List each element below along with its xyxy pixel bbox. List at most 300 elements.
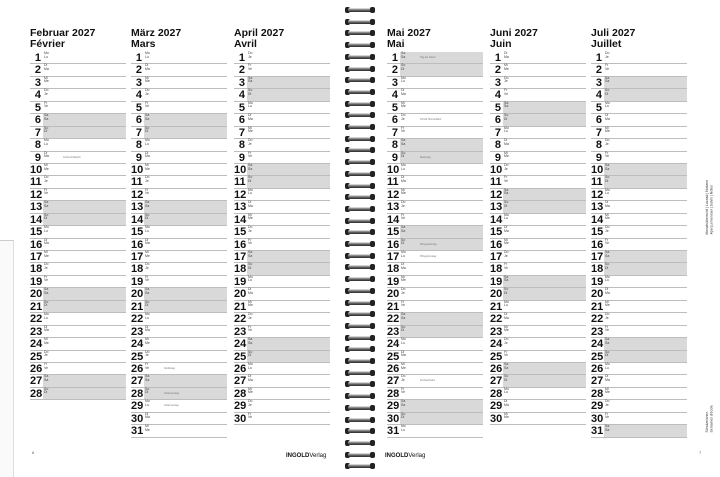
day-entry-area[interactable]: [503, 388, 586, 399]
day-row[interactable]: [387, 89, 483, 101]
day-row[interactable]: [131, 313, 227, 325]
day-row[interactable]: [131, 201, 227, 213]
day-entry-area[interactable]: [604, 201, 687, 212]
day-list: [387, 52, 483, 438]
day-entry-area[interactable]: [400, 301, 483, 312]
day-entry-area[interactable]: [144, 176, 227, 187]
day-entry-area[interactable]: [503, 164, 586, 175]
day-row[interactable]: [234, 201, 330, 213]
day-entry-area[interactable]: [503, 226, 586, 237]
day-entry-area[interactable]: [503, 363, 586, 374]
day-entry-area[interactable]: [43, 139, 126, 150]
day-row[interactable]: [490, 64, 586, 76]
day-row[interactable]: [131, 400, 227, 412]
day-number: 30: [234, 412, 247, 425]
day-row[interactable]: [490, 201, 586, 213]
day-entry-area[interactable]: [144, 400, 227, 411]
day-entry-area[interactable]: [604, 176, 687, 187]
day-row[interactable]: [131, 176, 227, 188]
day-entry-area[interactable]: [144, 413, 227, 424]
day-entry-area[interactable]: [247, 127, 330, 138]
day-entry-area[interactable]: [43, 288, 126, 299]
day-row[interactable]: [490, 338, 586, 350]
day-row[interactable]: [387, 64, 483, 76]
day-entry-area[interactable]: [503, 375, 586, 386]
day-entry-area[interactable]: [503, 276, 586, 287]
day-row[interactable]: [30, 139, 126, 151]
weekday-de: Mi: [605, 212, 609, 217]
weekday-abbr: [605, 201, 610, 208]
day-entry-area[interactable]: [604, 326, 687, 337]
day-entry-area[interactable]: [503, 102, 586, 113]
day-entry-area[interactable]: [400, 214, 483, 225]
day-entry-area[interactable]: [604, 139, 687, 150]
day-entry-area[interactable]: [43, 189, 126, 200]
day-row[interactable]: [490, 114, 586, 126]
day-entry-area[interactable]: [43, 388, 126, 399]
day-entry-area[interactable]: [144, 351, 227, 362]
day-entry-area[interactable]: [400, 176, 483, 187]
day-row[interactable]: [387, 114, 483, 126]
day-entry-area[interactable]: [503, 338, 586, 349]
day-entry-area[interactable]: [604, 388, 687, 399]
day-entry-area[interactable]: [604, 52, 687, 63]
day-entry-area[interactable]: [144, 288, 227, 299]
day-entry-area[interactable]: [400, 89, 483, 100]
day-row[interactable]: [234, 400, 330, 412]
day-entry-area[interactable]: [144, 89, 227, 100]
day-entry-area[interactable]: [604, 313, 687, 324]
day-entry-area[interactable]: [43, 301, 126, 312]
day-row[interactable]: [234, 338, 330, 350]
day-entry-area[interactable]: [604, 214, 687, 225]
weekday-fr: Ve: [401, 390, 406, 395]
day-entry-area[interactable]: [144, 114, 227, 125]
day-row[interactable]: [30, 338, 126, 350]
weekday-fr: Me: [605, 303, 610, 308]
day-row[interactable]: [591, 226, 687, 238]
day-entry-area[interactable]: [400, 276, 483, 287]
day-row[interactable]: [490, 400, 586, 412]
weekday-fr: Je: [605, 141, 609, 146]
day-row[interactable]: [591, 176, 687, 188]
day-entry-area[interactable]: [43, 351, 126, 362]
day-entry-area[interactable]: [400, 114, 483, 125]
day-entry-area[interactable]: [43, 152, 126, 163]
day-entry-area[interactable]: [247, 102, 330, 113]
day-entry-area[interactable]: [144, 226, 227, 237]
day-entry-area[interactable]: [604, 263, 687, 274]
day-entry-area[interactable]: [400, 425, 483, 436]
day-entry-area[interactable]: [247, 164, 330, 175]
day-entry-area[interactable]: [503, 152, 586, 163]
day-entry-area[interactable]: [247, 239, 330, 250]
day-entry-area[interactable]: [247, 64, 330, 75]
day-row[interactable]: [591, 313, 687, 325]
day-row[interactable]: [591, 338, 687, 350]
day-entry-area[interactable]: [503, 288, 586, 299]
day-row[interactable]: [490, 375, 586, 387]
day-entry-area[interactable]: [43, 251, 126, 262]
day-row[interactable]: [591, 114, 687, 126]
day-row[interactable]: [30, 375, 126, 387]
day-row[interactable]: [30, 288, 126, 300]
day-row[interactable]: [30, 263, 126, 275]
day-entry-area[interactable]: [400, 139, 483, 150]
day-entry-area[interactable]: [400, 127, 483, 138]
day-entry-area[interactable]: [400, 152, 483, 163]
day-entry-area[interactable]: [400, 201, 483, 212]
day-entry-area[interactable]: [43, 201, 126, 212]
day-entry-area[interactable]: [144, 313, 227, 324]
day-row[interactable]: [490, 413, 586, 425]
weekday-abbr: [145, 313, 150, 320]
day-entry-area[interactable]: [604, 400, 687, 411]
day-row[interactable]: [30, 114, 126, 126]
day-entry-area[interactable]: [503, 239, 586, 250]
day-entry-area[interactable]: [604, 77, 687, 88]
weekday-fr: Me: [44, 253, 49, 258]
day-entry-area[interactable]: [43, 127, 126, 138]
day-entry-area[interactable]: [400, 388, 483, 399]
day-row[interactable]: [387, 139, 483, 151]
day-row[interactable]: [490, 176, 586, 188]
day-entry-area[interactable]: [144, 251, 227, 262]
day-entry-area[interactable]: [503, 263, 586, 274]
day-entry-area[interactable]: [503, 127, 586, 138]
day-entry-area[interactable]: [604, 351, 687, 362]
day-row[interactable]: [234, 176, 330, 188]
day-entry-area[interactable]: [503, 251, 586, 262]
day-row[interactable]: [131, 114, 227, 126]
day-row[interactable]: [234, 139, 330, 151]
day-entry-area[interactable]: [503, 301, 586, 312]
day-entry-area[interactable]: [247, 338, 330, 349]
day-row[interactable]: [490, 288, 586, 300]
day-number: 8: [135, 139, 142, 152]
weekday-fr: Je: [504, 340, 508, 345]
day-entry-area[interactable]: [604, 152, 687, 163]
day-row[interactable]: [234, 413, 330, 425]
day-entry-area[interactable]: [503, 400, 586, 411]
day-row[interactable]: [490, 313, 586, 325]
day-entry-area[interactable]: [400, 239, 483, 250]
day-entry-area[interactable]: [604, 288, 687, 299]
day-entry-area[interactable]: [604, 89, 687, 100]
day-entry-area[interactable]: [247, 89, 330, 100]
day-entry-area[interactable]: [604, 276, 687, 287]
day-entry-area[interactable]: [43, 176, 126, 187]
day-row[interactable]: [387, 400, 483, 412]
day-row[interactable]: [234, 263, 330, 275]
day-entry-area[interactable]: [247, 114, 330, 125]
day-number: 22: [591, 313, 604, 326]
day-row[interactable]: [234, 226, 330, 238]
day-row[interactable]: [234, 375, 330, 387]
day-row[interactable]: [131, 288, 227, 300]
day-row[interactable]: [490, 226, 586, 238]
day-row[interactable]: [387, 201, 483, 213]
day-entry-area[interactable]: [144, 201, 227, 212]
day-row[interactable]: [387, 375, 483, 387]
day-row[interactable]: [30, 89, 126, 101]
day-row[interactable]: [591, 263, 687, 275]
day-entry-area[interactable]: [503, 176, 586, 187]
day-entry-area[interactable]: [604, 64, 687, 75]
day-entry-area[interactable]: [144, 77, 227, 88]
weekday-abbr: [145, 338, 150, 345]
day-row[interactable]: [490, 139, 586, 151]
day-row[interactable]: [30, 226, 126, 238]
day-entry-area[interactable]: [43, 363, 126, 374]
day-row[interactable]: [30, 313, 126, 325]
day-number: 23: [591, 325, 604, 338]
day-row[interactable]: [387, 425, 483, 437]
day-entry-area[interactable]: [247, 214, 330, 225]
day-row[interactable]: [490, 263, 586, 275]
day-entry-area[interactable]: [604, 338, 687, 349]
day-entry-area[interactable]: [144, 152, 227, 163]
day-entry-area[interactable]: [144, 301, 227, 312]
day-row[interactable]: [387, 313, 483, 325]
day-row[interactable]: [387, 263, 483, 275]
day-entry-area[interactable]: [144, 425, 227, 436]
day-row[interactable]: [490, 89, 586, 101]
day-entry-area[interactable]: [247, 413, 330, 424]
day-row[interactable]: [131, 263, 227, 275]
day-entry-area[interactable]: [247, 388, 330, 399]
day-entry-area[interactable]: [400, 326, 483, 337]
day-row[interactable]: [387, 288, 483, 300]
day-number: 2: [391, 64, 398, 77]
day-entry-area[interactable]: [400, 313, 483, 324]
day-row[interactable]: [131, 338, 227, 350]
day-entry-area[interactable]: [503, 114, 586, 125]
day-entry-area[interactable]: [43, 114, 126, 125]
day-entry-area[interactable]: [503, 313, 586, 324]
day-entry-area[interactable]: [43, 276, 126, 287]
day-entry-area[interactable]: [247, 189, 330, 200]
day-entry-area[interactable]: [503, 52, 586, 63]
day-entry-area[interactable]: [43, 375, 126, 386]
day-entry-area[interactable]: [247, 263, 330, 274]
day-entry-area[interactable]: [247, 251, 330, 262]
day-entry-area[interactable]: [400, 52, 483, 63]
day-entry-area[interactable]: [43, 52, 126, 63]
day-number: 5: [238, 101, 245, 114]
day-entry-area[interactable]: [604, 102, 687, 113]
day-entry-area[interactable]: [144, 338, 227, 349]
day-entry-area[interactable]: [43, 226, 126, 237]
day-entry-area[interactable]: [144, 239, 227, 250]
day-entry-area[interactable]: [604, 189, 687, 200]
day-number: 23: [30, 325, 43, 338]
day-entry-area[interactable]: [144, 375, 227, 386]
weekday-fr: Ve: [145, 104, 150, 109]
day-row[interactable]: [131, 425, 227, 437]
day-row[interactable]: [591, 139, 687, 151]
day-entry-area[interactable]: [43, 214, 126, 225]
day-entry-area[interactable]: [400, 164, 483, 175]
day-entry-area[interactable]: [400, 226, 483, 237]
day-entry-area[interactable]: [604, 127, 687, 138]
weekday-fr: Ve: [248, 415, 253, 420]
day-row[interactable]: [387, 176, 483, 188]
spiral-coil: [345, 263, 375, 271]
day-entry-area[interactable]: [503, 413, 586, 424]
day-row[interactable]: [591, 201, 687, 213]
day-entry-area[interactable]: [247, 176, 330, 187]
day-row[interactable]: [131, 64, 227, 76]
day-entry-area[interactable]: [400, 375, 483, 386]
day-entry-area[interactable]: [503, 77, 586, 88]
weekday-de: Fr: [504, 262, 508, 267]
day-row[interactable]: [131, 139, 227, 151]
day-entry-area[interactable]: [604, 413, 687, 424]
spiral-coil: [345, 205, 375, 213]
day-entry-area[interactable]: [400, 363, 483, 374]
day-entry-area[interactable]: [247, 152, 330, 163]
day-row[interactable]: [234, 313, 330, 325]
day-row[interactable]: [234, 64, 330, 76]
day-entry-area[interactable]: [144, 127, 227, 138]
day-entry-area[interactable]: [144, 326, 227, 337]
day-entry-area[interactable]: [503, 89, 586, 100]
day-entry-area[interactable]: [604, 164, 687, 175]
day-entry-area[interactable]: [247, 288, 330, 299]
weekday-de: So: [44, 386, 49, 391]
day-entry-area[interactable]: [144, 164, 227, 175]
day-row[interactable]: [234, 114, 330, 126]
day-entry-area[interactable]: [400, 251, 483, 262]
day-entry-area[interactable]: [247, 276, 330, 287]
day-row[interactable]: [131, 375, 227, 387]
day-entry-area[interactable]: [400, 64, 483, 75]
day-entry-area[interactable]: [43, 326, 126, 337]
day-entry-area[interactable]: [604, 226, 687, 237]
day-entry-area[interactable]: [604, 251, 687, 262]
day-row[interactable]: [234, 89, 330, 101]
day-entry-area[interactable]: [604, 114, 687, 125]
day-entry-area[interactable]: [247, 52, 330, 63]
day-entry-area[interactable]: [43, 263, 126, 274]
day-entry-area[interactable]: [503, 139, 586, 150]
day-entry-area[interactable]: [400, 338, 483, 349]
day-entry-area[interactable]: [247, 77, 330, 88]
day-number: 9: [494, 151, 501, 164]
day-row[interactable]: [234, 288, 330, 300]
day-entry-area[interactable]: [604, 239, 687, 250]
day-row[interactable]: [30, 176, 126, 188]
weekday-de: Do: [504, 337, 509, 342]
day-entry-area[interactable]: [144, 276, 227, 287]
day-entry-area[interactable]: [144, 363, 227, 374]
day-row[interactable]: [591, 425, 687, 437]
day-entry-area[interactable]: [144, 102, 227, 113]
day-row[interactable]: [591, 64, 687, 76]
month-column: [387, 27, 483, 438]
day-entry-area[interactable]: [400, 413, 483, 424]
day-entry-area[interactable]: [247, 326, 330, 337]
day-entry-area[interactable]: [503, 64, 586, 75]
day-entry-area[interactable]: [503, 351, 586, 362]
day-entry-area[interactable]: [43, 77, 126, 88]
day-entry-area[interactable]: [43, 89, 126, 100]
day-row[interactable]: [387, 338, 483, 350]
day-row[interactable]: [591, 400, 687, 412]
day-entry-area[interactable]: [144, 189, 227, 200]
day-entry-area[interactable]: [43, 64, 126, 75]
weekday-fr: Ma: [44, 67, 49, 72]
day-row[interactable]: [591, 89, 687, 101]
weekday-abbr: [145, 388, 149, 395]
day-entry-area[interactable]: [503, 214, 586, 225]
day-entry-area[interactable]: [503, 326, 586, 337]
day-entry-area[interactable]: [503, 189, 586, 200]
day-entry-area[interactable]: [247, 313, 330, 324]
day-entry-area[interactable]: [144, 64, 227, 75]
weekday-abbr: [605, 102, 610, 109]
day-entry-area[interactable]: [400, 263, 483, 274]
day-entry-area[interactable]: [400, 400, 483, 411]
day-entry-area[interactable]: [43, 102, 126, 113]
weekday-abbr: [248, 201, 253, 208]
weekday-fr: Lu: [605, 278, 609, 283]
day-entry-area[interactable]: [247, 226, 330, 237]
day-entry-area[interactable]: [400, 351, 483, 362]
day-entry-area[interactable]: [247, 400, 330, 411]
day-row[interactable]: [30, 388, 126, 400]
day-entry-area[interactable]: [43, 338, 126, 349]
day-row[interactable]: [30, 201, 126, 213]
day-entry-area[interactable]: [43, 164, 126, 175]
day-entry-area[interactable]: [247, 351, 330, 362]
weekday-fr: Me: [401, 104, 406, 109]
day-entry-area[interactable]: [43, 239, 126, 250]
day-entry-area[interactable]: [400, 102, 483, 113]
day-entry-area[interactable]: [400, 189, 483, 200]
day-entry-area[interactable]: [247, 139, 330, 150]
day-entry-area[interactable]: [43, 313, 126, 324]
day-entry-area[interactable]: [144, 214, 227, 225]
day-entry-area[interactable]: [144, 139, 227, 150]
day-row[interactable]: [591, 375, 687, 387]
day-row[interactable]: [131, 226, 227, 238]
day-entry-area[interactable]: [604, 301, 687, 312]
day-row[interactable]: [30, 64, 126, 76]
day-entry-area[interactable]: [604, 363, 687, 374]
day-entry-area[interactable]: [144, 263, 227, 274]
day-entry-area[interactable]: [604, 425, 687, 436]
day-entry-area[interactable]: [144, 52, 227, 63]
weekday-de: Fr: [44, 361, 48, 366]
day-row[interactable]: [387, 226, 483, 238]
weekday-fr: Sa: [605, 340, 610, 345]
day-entry-area[interactable]: [247, 375, 330, 386]
day-entry-area[interactable]: [144, 388, 227, 399]
day-entry-area[interactable]: [247, 301, 330, 312]
day-row[interactable]: [591, 288, 687, 300]
day-entry-area[interactable]: [400, 288, 483, 299]
day-entry-area[interactable]: [247, 201, 330, 212]
day-row[interactable]: [131, 89, 227, 101]
day-entry-area[interactable]: [503, 201, 586, 212]
day-number: 17: [234, 251, 247, 263]
day-entry-area[interactable]: [400, 77, 483, 88]
spiral-coil: [345, 310, 375, 318]
day-entry-area[interactable]: [604, 375, 687, 386]
day-entry-area[interactable]: [247, 363, 330, 374]
